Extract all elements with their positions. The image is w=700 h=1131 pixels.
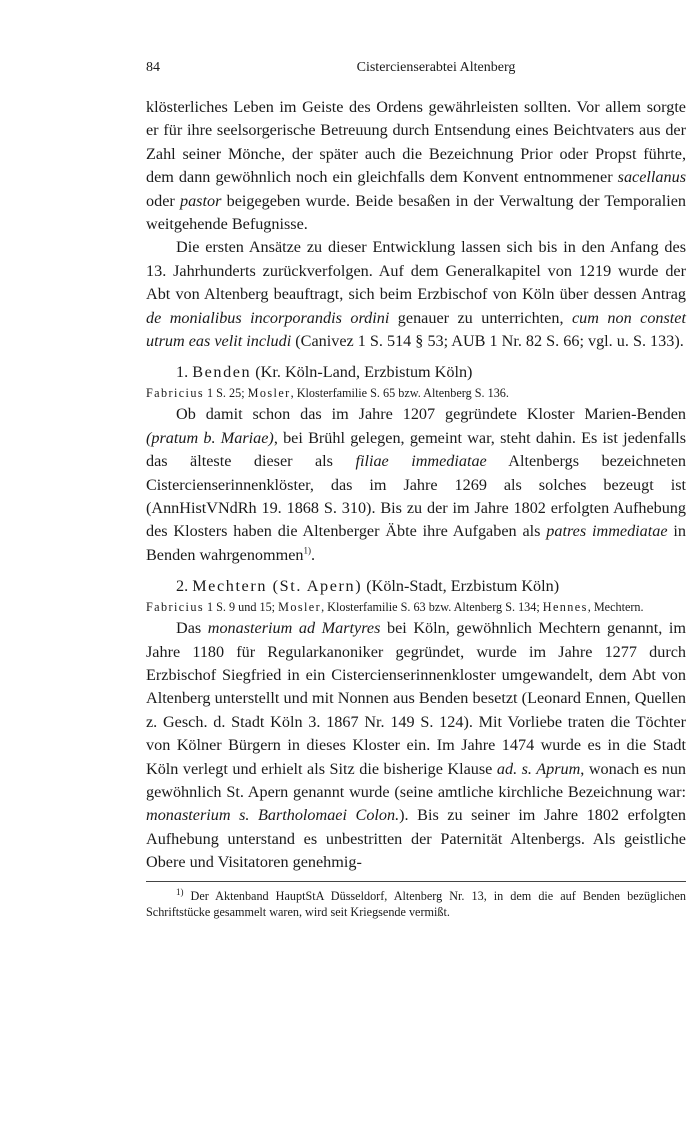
source-references: Fabricius 1 S. 25; Mosler, Klosterfamilie S. 65 bzw. Altenberg S. 136. [146,385,509,400]
source-references: Fabricius 1 S. 9 und 15; Mosler, Klosterfamilie S. 63 bzw. Altenberg S. 134; Hennes, Mechtern. [146,599,644,614]
entry-benden [146,361,686,567]
footnote-reference[interactable]: 1) [303,545,311,556]
book-page [146,60,686,920]
main-text [146,96,686,875]
paragraph: Das monasterium ad Martyres bei Köln, gewöhnlich Mechtern genannt, im Jahre 1180 für Regularkanoniker gegründet, wurde im Jahre 1277 durch Erzbischof Siegfried in ein Cistercienserinnenkloster umgewandelt, dem Abt von Altenberg unterstellt und mit Nonnen aus Benden besetzt (Leonard Ennen, Quellen z. Gesch. d. Stadt Köln 3. 1867 Nr. 149 S. 124). Mit Vorliebe traten die Töchter von Kölner Bürgern in dieses Kloster ein. Im Jahre 1474 wurde es in die Stadt Köln verlegt und erhielt als Sitz die bisherige Klause ad. s. Aprum, wonach es nun gewöhnlich St. Apern genannt wurde (seine amtliche kirchliche Bezeichnung war: monasterium s. Bartholomaei Colon.). Bis zu seiner im Jahre 1802 erfolgten Aufhebung unterstand es unbestritten der Paternität Altenbergs. Als geistliche Obere und Visitatoren genehmig- [146,619,687,872]
paragraph: klösterliches Leben im Geiste des Ordens gewährleisten sollten. Vor allem sorgte er für ihre seelsorgerische Betreuung durch Entsendung eines Beichtvaters aus der Zahl seiner Mönche, der später auch die Bezeichnung Prior oder Propst führte, dem dann gewöhnlich noch ein gleichfalls dem Konvent entnommener sacellanus oder pastor beigegeben wurde. Beide besaßen in der Verwaltung der Temporalien weitgehende Befugnisse. [146,98,686,234]
footnote-area [146,881,686,921]
entry-mechtern [146,575,686,874]
paragraph: Die ersten Ansätze zu dieser Entwicklung lassen sich bis in den Anfang des 13. Jahrhunderts zurückverfolgen. Auf dem Generalkapitel von 1219 wurde der Abt von Altenberg beauftragt, sich beim Erzbischof von Köln über dessen Antrag de monialibus incorporandis ordini genauer zu unterrichten, cum non constet utrum eas velit includi (Canivez 1 S. 514 § 53; AUB 1 Nr. 82 S. 66; vgl. u. S. 133). [146,238,686,351]
entry-heading: 2. Mechtern (St. Apern) (Köln-Stadt, Erzbistum Köln) [176,577,560,596]
entry-heading: 1. Benden (Kr. Köln-Land, Erzbistum Köln) [176,363,473,382]
running-header [146,60,686,82]
running-title: Cistercienserabtei Altenberg [356,60,516,75]
footnote: $^{1)}$ Der Aktenband HauptStA Düsseldorf, Altenberg Nr. 13, in dem die auf Benden bezüglichen Schriftstücke gesammelt waren, wird seit Kriegsende vermißt. [146,886,686,919]
footnote-marker: 1) [176,886,184,897]
paragraph: Ob damit schon das im Jahre 1207 gegründete Kloster Marien-Benden (pratum b. Mariae), bei Brühl gelegen, gemeint war, steht dahin. Es ist jedenfalls das älteste dieser als filiae immediatae Altenbergs bezeichneten Cistercienserinnenklöster, das im Jahre 1269 als solches bezeugt ist (AnnHistVNdRh 19. 1868 S. 310). Bis zu der im Jahre 1802 erfolgten Aufhebung des Klosters haben die Altenberger Äbte ihre Aufgaben als patres immediatae in Benden wahrgenommen$^{1)}$. [146,405,687,564]
page-number: 84 [146,60,160,75]
